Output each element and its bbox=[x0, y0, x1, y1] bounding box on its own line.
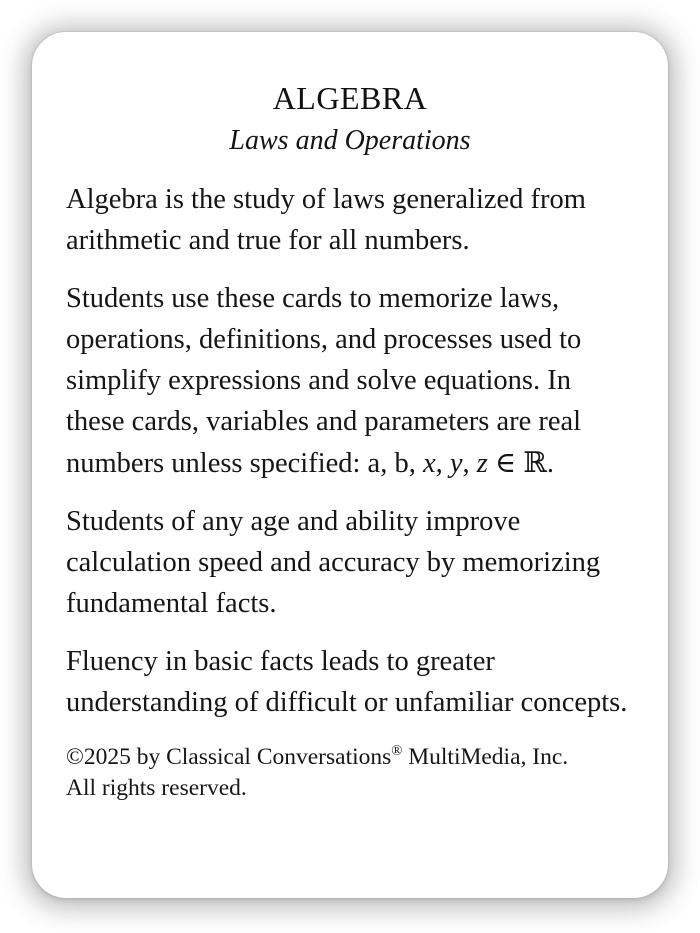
paragraph-usage bbox=[66, 278, 634, 484]
page-title: algebra bbox=[272, 68, 428, 119]
card-subtitle: Laws and Operations bbox=[229, 124, 471, 156]
math-separator-2: , bbox=[462, 447, 477, 479]
registered-trademark-icon: ® bbox=[391, 743, 403, 760]
copyright-prefix: ©2025 by Classical Conversations bbox=[66, 743, 392, 770]
math-separator-1: , bbox=[435, 447, 450, 479]
math-real-numbers-symbol: ℝ bbox=[523, 445, 547, 479]
math-element-of-symbol: ∈ bbox=[487, 447, 524, 479]
copyright-line bbox=[66, 742, 634, 773]
paragraph-usage-text: Students use these cards to memorize laws, operations, definitions, and processes used to simplify expressions and solve equations. In these cards, variables and parameters are real numbers unless specified: a, b, bbox=[66, 282, 582, 479]
card-body bbox=[66, 179, 634, 804]
flashcard bbox=[32, 32, 668, 898]
paragraph-benefit: Students of any age and ability improve calculation speed and accuracy by memorizing fundamental facts. bbox=[66, 505, 601, 619]
paragraph-usage-period: . bbox=[546, 447, 555, 479]
rights-reserved-line: All rights reserved. bbox=[66, 774, 247, 801]
math-variable-x: x bbox=[422, 447, 436, 479]
copyright-footer bbox=[66, 742, 634, 804]
math-variable-y: y bbox=[449, 447, 463, 479]
paragraph-definition: Algebra is the study of laws generalized from arithmetic and true for all numbers. bbox=[66, 183, 586, 256]
paragraph-fluency: Fluency in basic facts leads to greater understanding of difficult or unfamiliar concepts. bbox=[66, 645, 628, 718]
math-variable-z: z bbox=[476, 447, 488, 479]
copyright-suffix: MultiMedia, Inc. bbox=[402, 743, 569, 770]
